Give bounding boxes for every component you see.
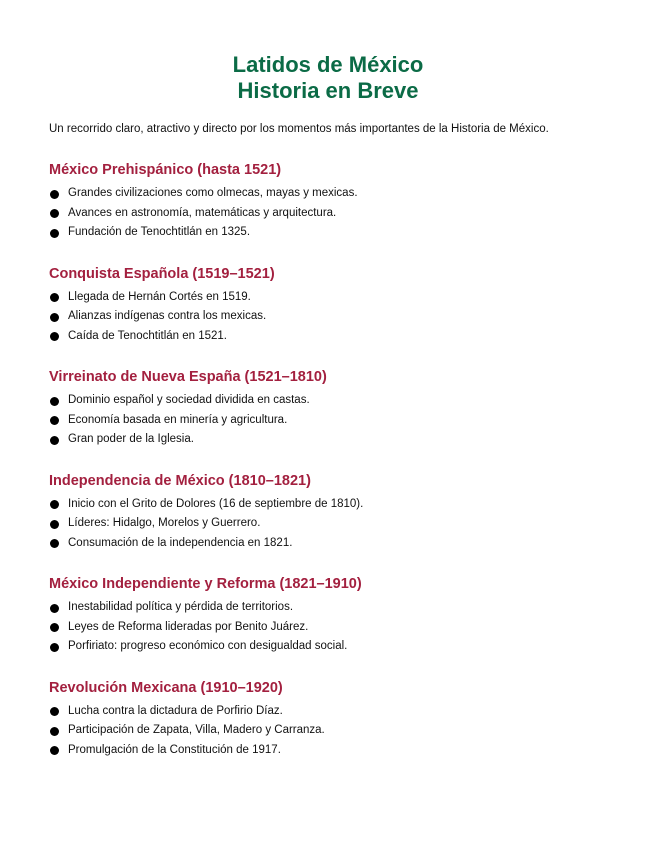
list-item — [49, 288, 607, 308]
section-independencia — [49, 471, 607, 554]
bullet-icon — [50, 727, 59, 736]
section-prehispanico — [49, 160, 607, 243]
list-item-text: Inestabilidad política y pérdida de territorios. — [68, 601, 294, 613]
list-item — [49, 204, 607, 224]
bullet-icon — [50, 397, 59, 406]
list-item — [49, 637, 607, 657]
list-item — [49, 598, 607, 618]
list-item — [49, 514, 607, 534]
list-item — [49, 307, 607, 327]
bullet-icon — [50, 746, 59, 755]
section-title: Virreinato de Nueva España (1521–1810) — [49, 369, 327, 385]
bullet-icon — [50, 293, 59, 302]
bullet-icon — [50, 539, 59, 548]
bullet-icon — [50, 332, 59, 341]
list-item-text: Participación de Zapata, Villa, Madero y Carranza. — [68, 724, 325, 736]
list-item — [49, 411, 607, 431]
section-title: Conquista Española (1519–1521) — [49, 265, 275, 282]
list-item-text: Avances en astronomía, matemáticas y arquitectura. — [68, 206, 337, 219]
section-list — [49, 495, 607, 554]
section-title: Independencia de México (1810–1821) — [49, 472, 311, 489]
list-item-text: Alianzas indígenas contra los mexicas. — [68, 310, 267, 322]
section-list — [49, 288, 607, 347]
section-list — [49, 184, 607, 243]
bullet-icon — [50, 604, 59, 613]
list-item — [49, 223, 607, 243]
section-virreinato — [49, 367, 607, 450]
list-item-text: Caída de Tenochtitlán en 1521. — [68, 329, 227, 342]
list-item-text: Fundación de Tenochtitlán en 1325. — [68, 226, 251, 238]
bullet-icon — [50, 500, 59, 509]
list-item — [49, 534, 607, 554]
section-title: Revolución Mexicana (1910–1920) — [49, 679, 283, 696]
list-item — [49, 721, 607, 741]
section-list — [49, 598, 607, 657]
list-item-text: Grandes civilizaciones como olmecas, mayas y mexicas. — [68, 187, 358, 199]
list-item — [49, 184, 607, 204]
list-item-text: Economía basada en minería y agricultura. — [68, 413, 288, 426]
bullet-icon — [50, 623, 59, 632]
document-title — [49, 52, 607, 104]
title-line-2: Historia en Breve — [237, 78, 419, 103]
list-item-text: Gran poder de la Iglesia. — [68, 433, 194, 445]
list-item — [49, 702, 607, 722]
list-item-text: Leyes de Reforma lideradas por Benito Juárez. — [68, 620, 309, 633]
intro-paragraph: Un recorrido claro, atractivo y directo por los momentos más importantes de la Historia de México. — [49, 123, 549, 135]
list-item-text: Promulgación de la Constitución de 1917. — [68, 743, 281, 756]
list-item-text: Dominio español y sociedad dividida en castas. — [68, 394, 310, 406]
list-item-text: Llegada de Hernán Cortés en 1519. — [68, 290, 251, 303]
section-conquista — [49, 264, 607, 347]
list-item — [49, 430, 607, 450]
bullet-icon — [50, 416, 59, 425]
bullet-icon — [50, 190, 59, 199]
bullet-icon — [50, 520, 59, 529]
list-item-text: Porfiriato: progreso económico con desigualdad social. — [68, 640, 348, 652]
section-reforma — [49, 574, 607, 657]
section-title: México Independiente y Reforma (1821–1910) — [49, 576, 362, 592]
bullet-icon — [50, 707, 59, 716]
section-list — [49, 391, 607, 450]
list-item-text: Inicio con el Grito de Dolores (16 de septiembre de 1810). — [68, 497, 364, 510]
title-line-1: Latidos de México — [232, 52, 424, 77]
list-item-text: Lucha contra la dictadura de Porfirio Díaz. — [68, 704, 283, 717]
sections-container — [49, 160, 607, 760]
bullet-icon — [50, 209, 59, 218]
section-title: México Prehispánico (hasta 1521) — [49, 162, 282, 178]
list-item — [49, 618, 607, 638]
bullet-icon — [50, 436, 59, 445]
section-list — [49, 702, 607, 761]
list-item — [49, 741, 607, 761]
section-revolucion — [49, 678, 607, 761]
bullet-icon — [50, 229, 59, 238]
list-item-text: Líderes: Hidalgo, Morelos y Guerrero. — [68, 517, 261, 529]
list-item — [49, 495, 607, 515]
list-item-text: Consumación de la independencia en 1821. — [68, 536, 293, 549]
list-item — [49, 327, 607, 347]
bullet-icon — [50, 643, 59, 652]
list-item — [49, 391, 607, 411]
bullet-icon — [50, 313, 59, 322]
